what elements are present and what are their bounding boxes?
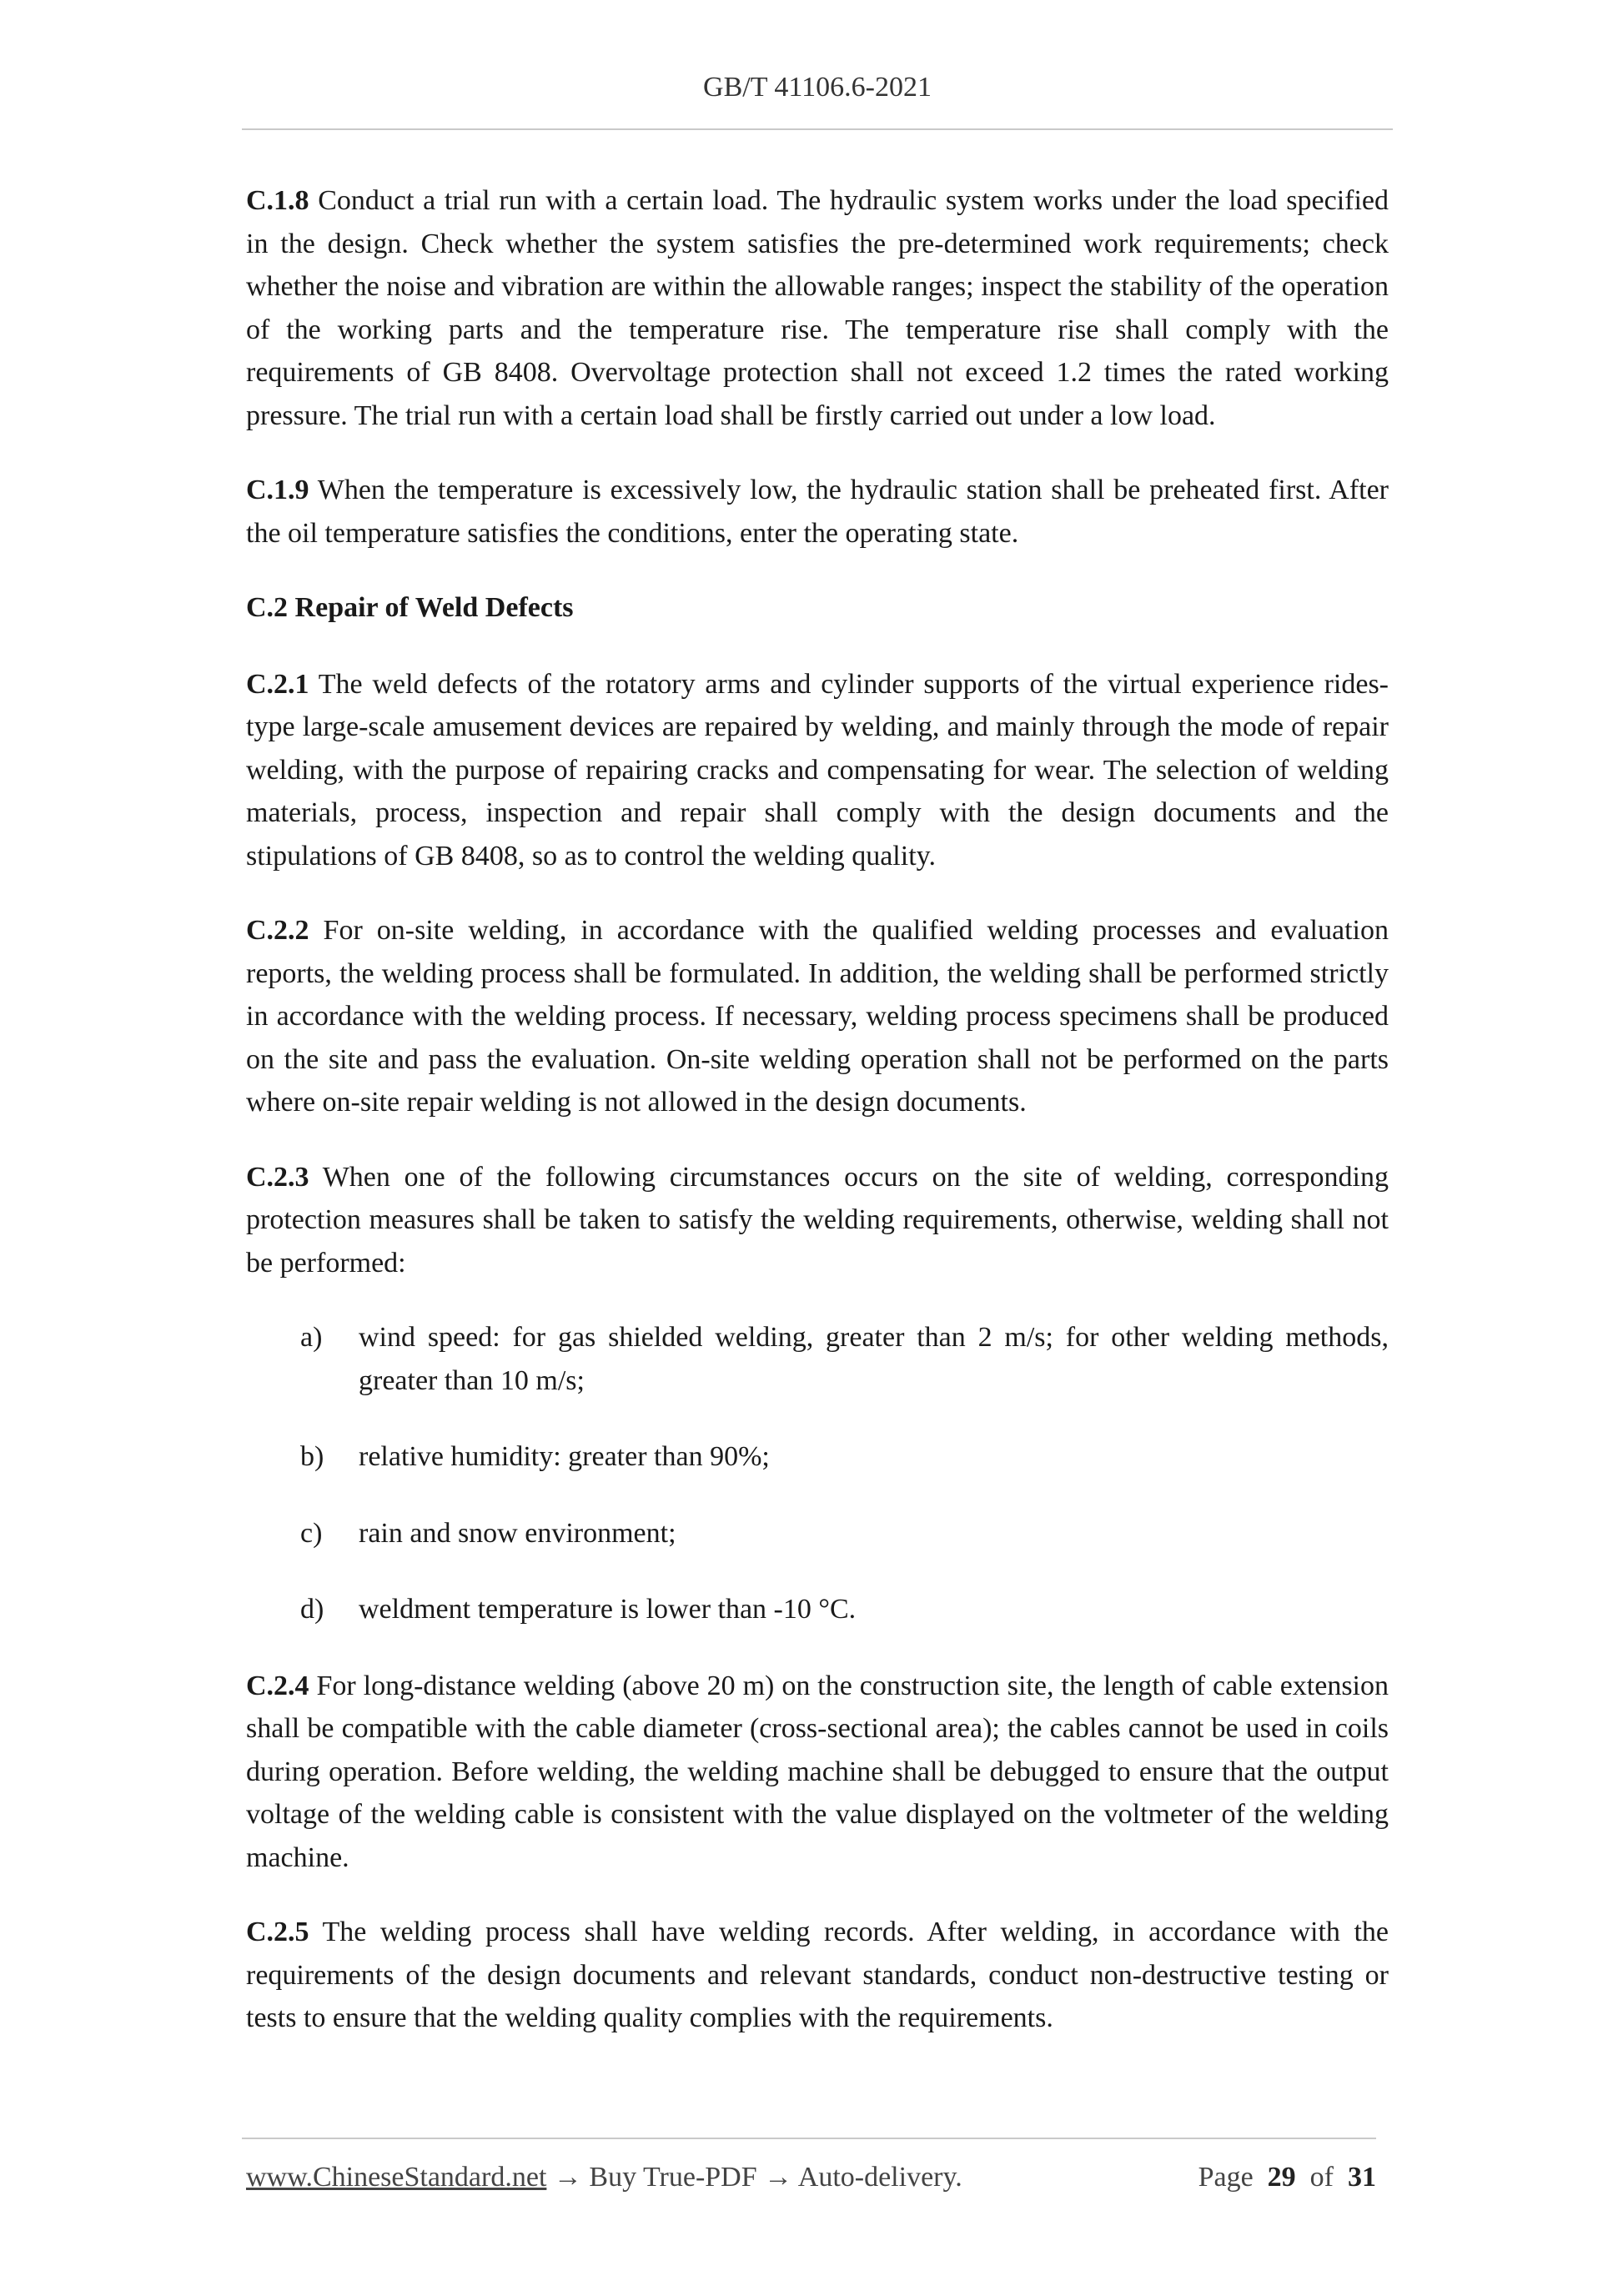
list-item	[246, 1588, 1389, 1631]
list-item	[246, 1435, 1389, 1479]
clause-text: When one of the following circumstances occurs on the site of welding, corresponding protection measures shall be taken to satisfy the welding requirements, otherwise, welding shall not be performed:	[246, 1161, 1389, 1279]
list-item	[246, 1512, 1389, 1555]
clause-c-2-1	[246, 663, 1389, 878]
clause-number: C.1.9	[246, 475, 309, 505]
buy-text: Buy True-PDF	[589, 2162, 757, 2193]
list-marker: c)	[300, 1517, 323, 1549]
clause-text: The welding process shall have welding records. After welding, in accordance with the requirements of the design documents and relevant standards, conduct non-destructive testing or tests to ensure that the welding quality complies with the requirements.	[246, 1917, 1389, 2033]
clause-number: C.2.4	[246, 1670, 309, 1701]
list-marker: a)	[300, 1322, 323, 1353]
list-marker: d)	[300, 1594, 324, 1625]
list-text: weldment temperature is lower than -10 °C.	[359, 1594, 857, 1625]
page-header: GB/T 41106.6-2021	[703, 72, 932, 103]
clause-c-2-5	[246, 1911, 1389, 2040]
list-text: relative humidity: greater than 90%;	[359, 1441, 770, 1472]
list-text: wind speed: for gas shielded welding, greater than 2 m/s; for other welding methods, greater than 10 m/s;	[359, 1322, 1389, 1396]
footer-promo	[246, 2162, 962, 2193]
clause-text: For long-distance welding (above 20 m) on the construction site, the length of cable extension shall be compatible with the cable diameter (cross-sectional area); the cables cannot be used in coils during operation. Before welding, the welding machine shall be debugged to ensure that the output voltage of the welding cable is consistent with the value displayed on the voltmeter of the welding machine.	[246, 1670, 1389, 1873]
document-body	[246, 179, 1389, 2072]
clause-c-2-3	[246, 1156, 1389, 1285]
clause-c-2-4	[246, 1665, 1389, 1880]
delivery-text: Auto-delivery.	[797, 2162, 962, 2193]
list-item	[246, 1316, 1389, 1402]
clause-text: For on-site welding, in accordance with the qualified welding processes and evaluation reports, the welding process shall be formulated. In addition, the welding shall be performed strictly in accordance with the welding process. If necessary, welding process specimens shall be produced on the site and pass the evaluation. On-site welding operation shall not be performed on the parts where on-site repair welding is not allowed in the design documents.	[246, 915, 1389, 1118]
arrow-icon: →	[546, 2162, 590, 2193]
header-divider	[242, 128, 1393, 130]
website-link[interactable]: www.ChineseStandard.net	[246, 2162, 547, 2193]
page-total: 31	[1348, 2162, 1376, 2193]
circumstance-list	[246, 1316, 1389, 1631]
list-marker: b)	[300, 1441, 324, 1472]
list-text: rain and snow environment;	[359, 1517, 676, 1549]
of-label: of	[1309, 2162, 1334, 2193]
clause-number: C.2.3	[246, 1161, 309, 1193]
clause-number: C.2.5	[246, 1917, 309, 1947]
page-footer	[246, 2162, 1376, 2193]
page-indicator	[1198, 2162, 1376, 2193]
clause-number: C.2.2	[246, 915, 309, 946]
clause-c-1-8	[246, 179, 1389, 437]
arrow-icon: →	[756, 2162, 798, 2193]
clause-number: C.1.8	[246, 185, 309, 216]
clause-text: Conduct a trial run with a certain load. The hydraulic system works under the load specified in the design. Check whether the system satisfies the pre-determined work requirements; check whether the noise and vibration are within the allowable ranges; inspect the stability of the operation of the working parts and the temperature rise. The temperature rise shall comply with the requirements of GB 8408. Overvoltage protection shall not exceed 1.2 times the rated working pressure. The trial run with a certain load shall be firstly carried out under a low load.	[246, 185, 1389, 431]
clause-c-2-2	[246, 909, 1389, 1124]
clause-text: The weld defects of the rotatory arms and cylinder supports of the virtual experience rides-type large-scale amusement devices are repaired by welding, and mainly through the mode of repair welding, with the purpose of repairing cracks and compensating for wear. The selection of welding materials, process, inspection and repair shall comply with the design documents and the stipulations of GB 8408, so as to control the welding quality.	[246, 668, 1389, 872]
page-number: 29	[1267, 2162, 1296, 2193]
footer-divider	[242, 2138, 1376, 2139]
clause-text: When the temperature is excessively low, the hydraulic station shall be preheated first. After the oil temperature satisfies the conditions, enter the operating state.	[246, 475, 1389, 549]
clause-c-1-9	[246, 469, 1389, 555]
page-label: Page	[1198, 2162, 1254, 2193]
section-heading: C.2 Repair of Weld Defects	[246, 592, 574, 623]
clause-number: C.2.1	[246, 668, 309, 700]
